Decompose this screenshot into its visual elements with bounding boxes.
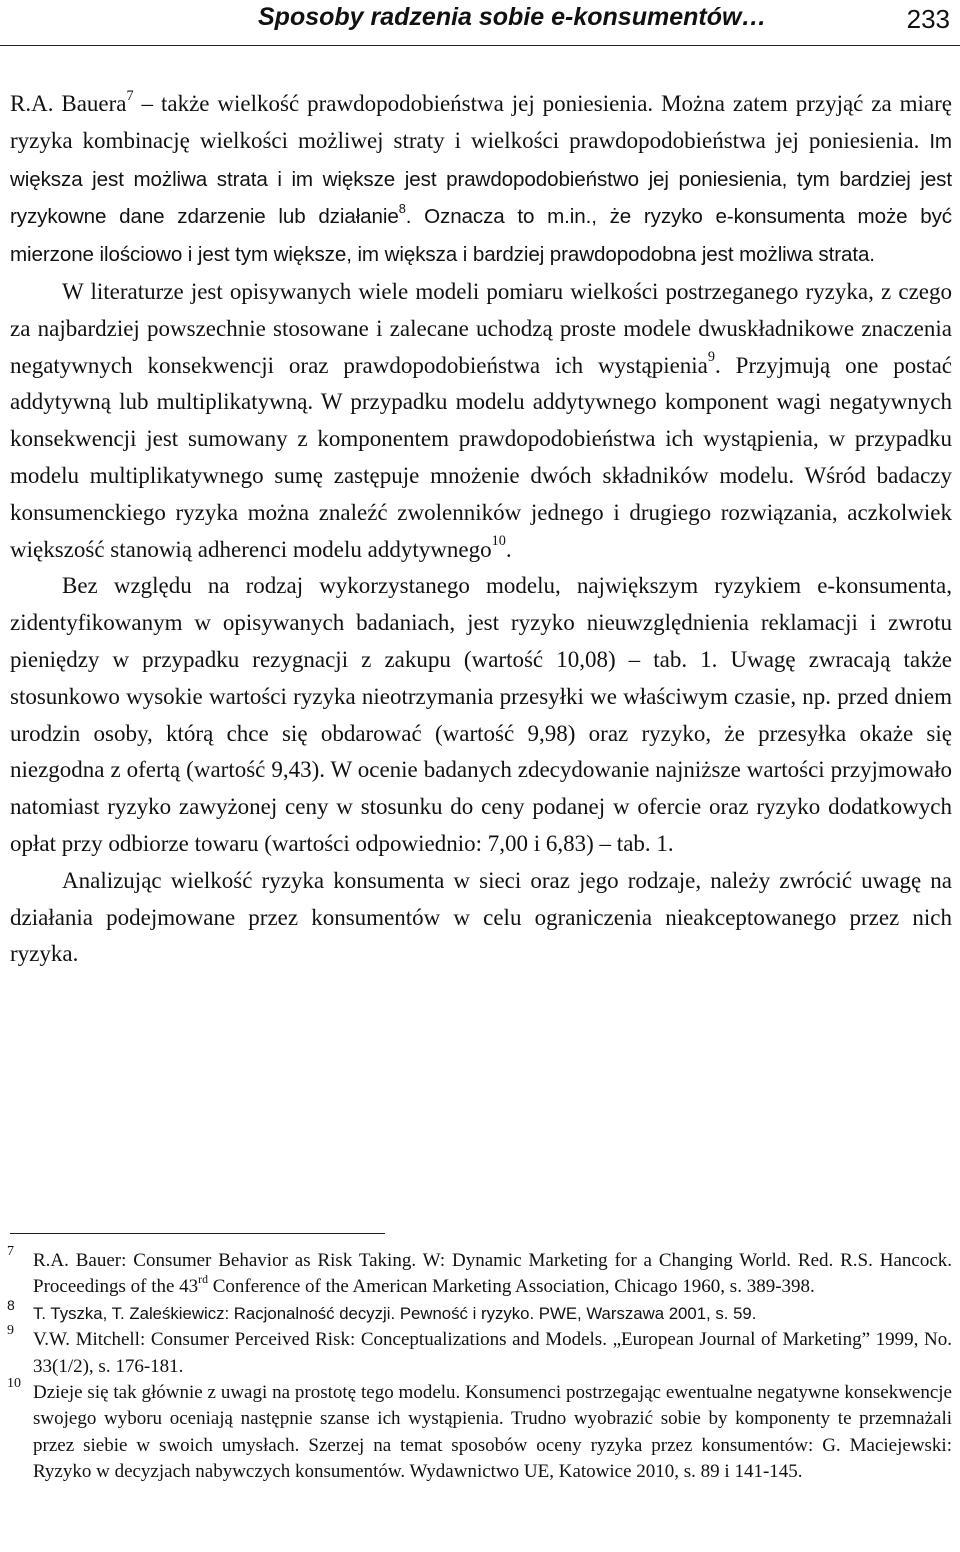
footnote-ref: 10 [491,533,506,550]
running-title: Sposoby radzenia sobie e-konsumentów… [258,3,767,31]
footnote-10 [7,1376,952,1486]
paragraph-text: W literaturze jest opisywanych wiele modeli pomiaru wielkości postrzeganego ryzyka, z czego za najbardziej powszechnie stosowane i zalecane uchodzą proste modele dwuskładnikowe znaczenia negatywnych konsekwencji oraz prawdopodobieństwa ich wystąpienia [10,278,952,378]
footnote-ref: 9 [707,349,716,366]
footnotes [7,1244,952,1486]
footnote-ref: 7 [126,87,134,104]
paragraph-text: . [505,536,512,562]
page-header [0,0,960,46]
paragraph-3: Bez względu na rodzaj wykorzystanego modelu, największym ryzykiem e-konsumenta, zidentyfikowanym w opisywanych badaniach, jest ryzyko nieuwzględnienia reklamacji i zwrotu pieniędzy w przypadku rezygnacji z zakupu (wartość 10,08) – tab. 1. Uwagę zwracają także stosunkowo wysokie wartości ryzyka nieotrzymania przesyłki we właściwym czasie, np. przed dniem urodzin osoby, którą chce się obdarować (wartość 9,98) oraz ryzyko, że przesyłka okaże się niezgodna z ofertą (wartość 9,43). W ocenie badanych zdecydowanie najniższe wartości przyjmowało natomiast ryzyko zawyżonej ceny w stosunku do ceny podanej w ofercie oraz ryzyko dodatkowych opłat przy odbiorze towaru (wartości odpowiednio: 7,00 i 6,83) – tab. 1. [10,573,952,856]
footnote-separator [10,1233,385,1234]
footnote-text: V.W. Mitchell: Consumer Perceived Risk: Conceptualizations and Models. „European Journal of Marketing” 1999, No. 33(1/2), s. 176-181. [33,1329,952,1377]
footnote-number: 9 [7,1323,14,1339]
footnote-text: Dzieje się tak głównie z uwagi na prostotę tego modelu. Konsumenci postrzegając ewentualne negatywne konsekwencje swojego wyboru oceniają następnie szanse ich wystąpienia. Trudno wyobrazić sobie by komponenty te przemnażali przez siebie w swoich umysłach. Szerzej na temat sposobów oceny ryzyka przez konsumentów: G. Maciejewski: Ryzyko w decyzjach nabywczych konsumentów. Wydawnictwo UE, Katowice 2010, s. 89 i 141-145. [33,1382,952,1483]
page-number: 233 [906,4,950,34]
paragraph-text: – także wielkość prawdopodobieństwa jej poniesienia. Można zatem przyjąć za miarę ryzyka kombinację wielkości możliwej straty i wielkości prawdopodobieństwa jej poniesienia. [10,91,952,153]
footnote-text: R.A. Bauer: Consumer Behavior as Risk Taking. W: Dynamic Marketing for a Changing World. Red. R.S. Hancock. Proceedings of the 43 [33,1250,952,1298]
ordinal-suffix: rd [198,1272,208,1286]
paragraph-text: Im większa jest możliwa strata i im większe jest prawdopodobieństwo jej poniesienia, tym bardziej jest ryzykowne dane zdarzenie lub działanie [10,129,952,229]
footnote-number: 10 [7,1376,21,1392]
footnote-text: Conference of the American Marketing Association, Chicago 1960, s. 389-398. [207,1276,815,1298]
footnote-number: 7 [7,1244,14,1259]
footnote-9 [7,1323,952,1380]
footnote-7 [7,1244,952,1301]
footnote-ref: 8 [398,200,406,216]
paragraph-text: . Oznacza to m.in., że ryzyko e-konsumenta może być mierzone ilościowo i jest tym większe, im większa i bardziej prawdopodobna jest możliwa strata. [10,205,952,267]
paragraph-1 [10,86,952,274]
footnote-8 [7,1296,952,1327]
paragraph-text: R.A. Bauera [10,91,127,116]
paragraph-4: Analizując wielkość ryzyka konsumenta w sieci oraz jego rodzaje, należy zwrócić uwagę na działania podejmowane przez konsumentów w celu ograniczenia nieakceptowanego przez nich ryzyka. [10,867,952,967]
paragraph-2 [10,274,952,568]
paragraph-text: . Przyjmują one postać addytywną lub multiplikatywną. W przypadku modelu addytywnego komponent wagi negatywnych konsekwencji jest sumowany z komponentem prawdopodobieństwa ich wystąpienia, w przypadku modelu multiplikatywnego sumę zastępuje mnożenie dwóch składników modelu. Wśród badaczy konsumenckiego ryzyka można znaleźć zwolenników jednego i drugiego rozwiązania, aczkolwiek większość stanowią adherenci modelu addytywnego [10,352,952,562]
footnote-text: T. Tyszka, T. Zaleśkiewicz: Racjonalność decyzji. Pewność i ryzyko. PWE, Warszawa 2001, s. 59. [33,1303,757,1323]
main-text [10,86,952,973]
footnote-number: 8 [7,1296,15,1313]
